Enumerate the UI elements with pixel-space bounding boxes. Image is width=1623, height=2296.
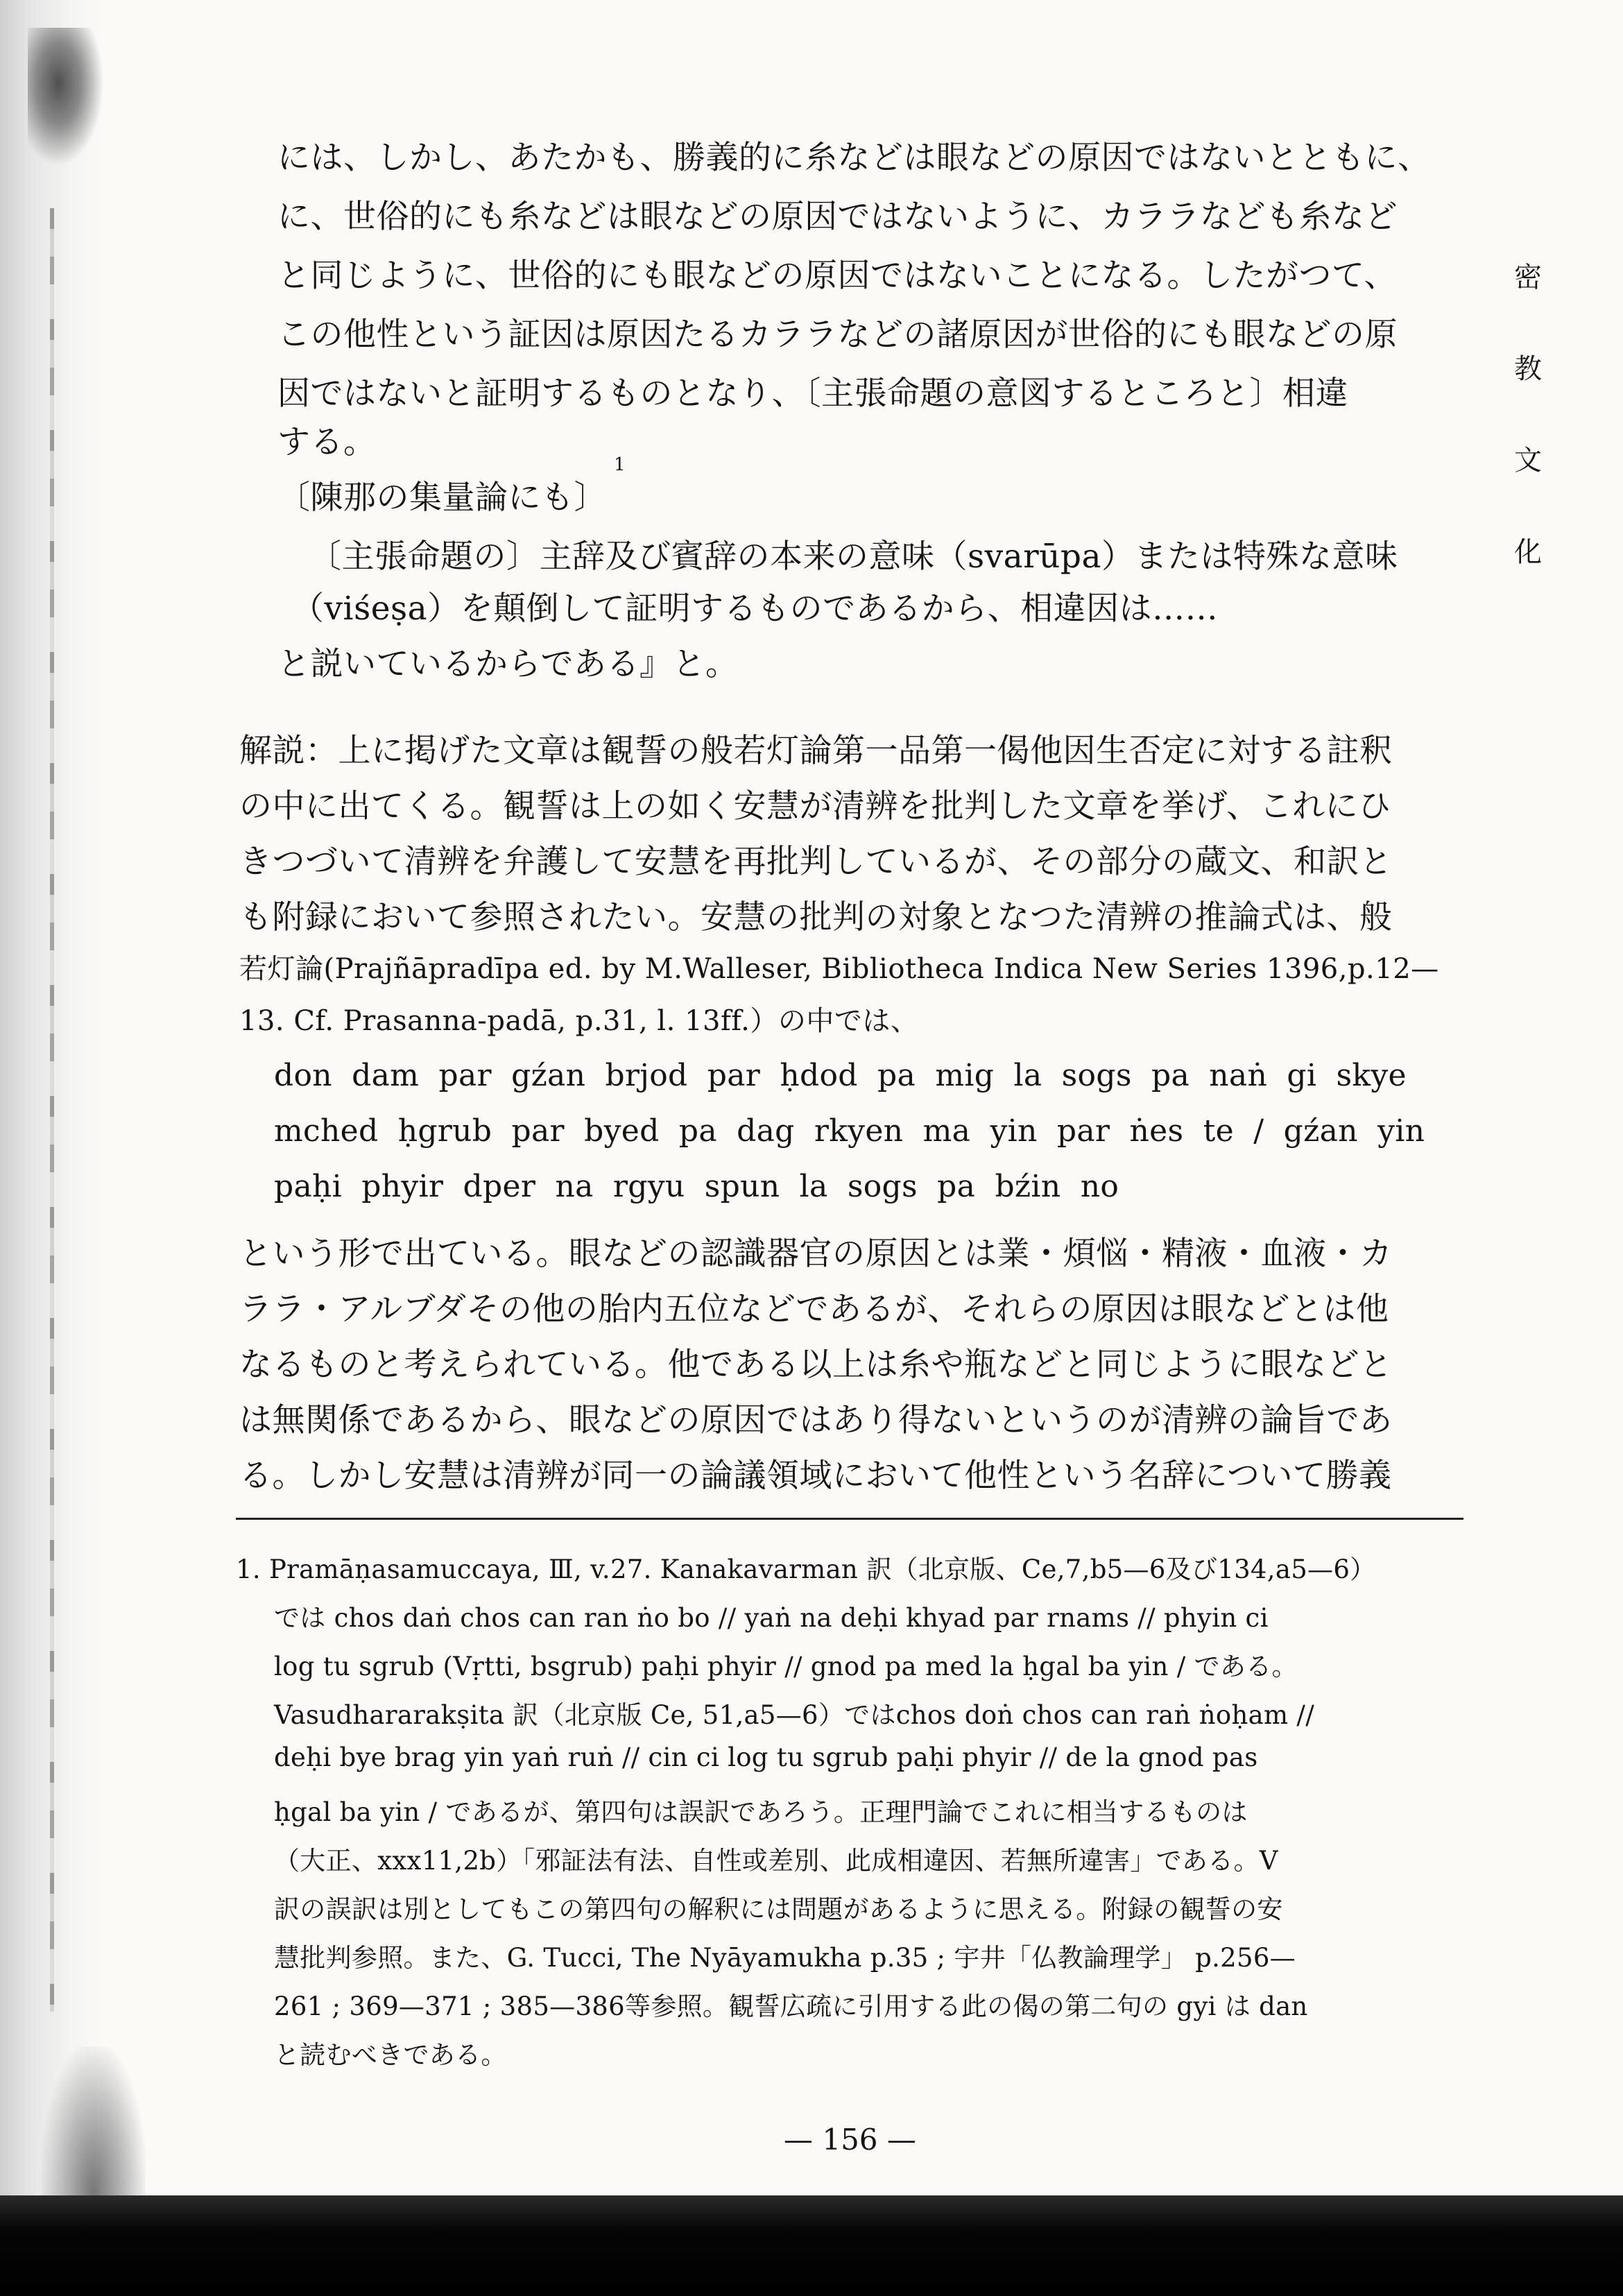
scan-spine-marks xyxy=(50,208,54,2012)
margin-title-char: 文 xyxy=(1514,445,1542,477)
footnote-line: 261 ; 369—371 ; 385—386等参照。観誓広疏に引用する此の偈の第二句の gyi は dan xyxy=(274,1991,1308,2021)
commentary-line: は無関係であるから、眼などの原因ではあり得ないというのが清辨の論旨であ xyxy=(239,1401,1393,1439)
commentary-line: 13. Cf. Prasanna-padā, p.31, l. 13ff.）の中では、 xyxy=(239,1005,919,1037)
tibetan-line: paḥi phyir dper na rgyu spun la sogs pa bźin no xyxy=(274,1169,1119,1204)
quote-end: と説いているからである』と。 xyxy=(277,645,739,683)
margin-title-char: 密 xyxy=(1514,262,1542,293)
citation-line: （viśeṣa）を顛倒して証明するものであるから、相違因は…… xyxy=(291,590,1219,628)
footnote-line: と読むべきである。 xyxy=(274,2040,507,2070)
margin-title-char: 化 xyxy=(1514,536,1542,568)
commentary-line: ララ・アルブダその他の胎内五位などであるが、それらの原因は眼などとは他 xyxy=(239,1290,1389,1328)
footnote-marker: 1 xyxy=(614,454,626,475)
footnote-line: では chos daṅ chos can ran ṅo bo // yaṅ na deḥi khyad par rnams // phyin ci xyxy=(274,1603,1269,1633)
quote-line: に、世俗的にも糸などは眼などの原因ではないように、カララなども糸など xyxy=(277,198,1398,236)
citation-line: 〔主張命題の〕主辞及び賓辞の本来の意味（svarūpa）または特殊な意味 xyxy=(309,538,1398,576)
scan-blot-top xyxy=(28,28,104,166)
quote-line: と同じように、世俗的にも眼などの原因ではないことになる。したがつて、 xyxy=(277,257,1398,295)
commentary-line: なるものと考えられている。他である以上は糸や瓶などと同じように眼などと xyxy=(239,1346,1393,1384)
quote-line: する。 xyxy=(277,423,377,461)
journal-title-vertical xyxy=(1509,264,1547,630)
margin-title-char: 教 xyxy=(1514,353,1542,385)
commentary-line: の中に出てくる。観誓は上の如く安慧が清辨を批判した文章を挙げ、これにひ xyxy=(239,787,1391,825)
commentary-line: も附録において参照されたい。安慧の批判の対象となつた清辨の推論式は、般 xyxy=(239,898,1393,936)
commentary-line: 若灯論(Prajñāpradīpa ed. by M.Walleser, Bibliotheca Indica New Series 1396,p.12— xyxy=(239,953,1439,985)
footnote-line: Vasudhararakṣita 訳（北京版 Ce, 51,a5—6）ではchos doṅ chos can raṅ ṅoḥam // xyxy=(274,1700,1314,1730)
footnote-divider xyxy=(236,1518,1463,1520)
quote-line: には、しかし、あたかも、勝義的に糸などは眼などの原因ではないとともに、 xyxy=(277,139,1431,177)
commentary-line: 解説：上に掲げた文章は観誓の般若灯論第一品第一偈他因生否定に対する註釈 xyxy=(239,732,1393,770)
commentary-line: きつづいて清辨を弁護して安慧を再批判しているが、その部分の蔵文、和訳と xyxy=(239,843,1393,881)
quote-line: 因ではないと証明するものとなり、〔主張命題の意図するところと〕相違 xyxy=(277,375,1348,413)
tibetan-line: mched ḥgrub par byed pa dag rkyen ma yin par ṅes te / gźan yin xyxy=(274,1113,1425,1149)
tibetan-line: don dam par gźan brjod par ḥdod pa mig la sogs pa naṅ gi skye xyxy=(274,1058,1407,1093)
footnote-line: 1. Pramāṇasamuccaya, Ⅲ, v.27. Kanakavarman 訳（北京版、Ce,7,b5—6及び134,a5—6） xyxy=(236,1554,1376,1584)
footnote-line: ḥgal ba yin / であるが、第四句は誤訳であろう。正理門論でこれに相当するものは xyxy=(274,1797,1248,1827)
scan-bottom-shadow xyxy=(0,2195,1623,2296)
citation-intro: 〔陳那の集量論にも〕 xyxy=(277,479,607,517)
footnote-line: 訳の誤訳は別としてもこの第四句の解釈には問題があるように思える。附録の観誓の安 xyxy=(274,1894,1283,1924)
scan-edge-shadow xyxy=(0,0,104,2296)
page-number: — 156 — xyxy=(784,2123,916,2157)
commentary-line: る。しかし安慧は清辨が同一の論議領域において他性という名辞について勝義 xyxy=(239,1457,1392,1495)
footnote-line: （大正、xxx11,2b）「邪証法有法、自性或差別、此成相違因、若無所違害」である。V xyxy=(274,1846,1278,1876)
commentary-line: という形で出ている。眼などの認識器官の原因とは業・煩悩・精液・血液・カ xyxy=(239,1235,1393,1273)
footnote-line: 慧批判参照。また、G. Tucci, The Nyāyamukha p.35 ; 宇井「仏教論理学」 p.256— xyxy=(274,1943,1296,1973)
footnote-line: log tu sgrub (Vṛtti, bsgrub) paḥi phyir // gnod pa med la ḥgal ba yin / である。 xyxy=(274,1652,1298,1681)
quote-line: この他性という証因は原因たるカララなどの諸原因が世俗的にも眼などの原 xyxy=(277,316,1398,354)
footnote-line: deḥi bye brag yin yaṅ ruṅ // cin ci log tu sgrub paḥi phyir // de la gnod pas xyxy=(274,1742,1258,1772)
